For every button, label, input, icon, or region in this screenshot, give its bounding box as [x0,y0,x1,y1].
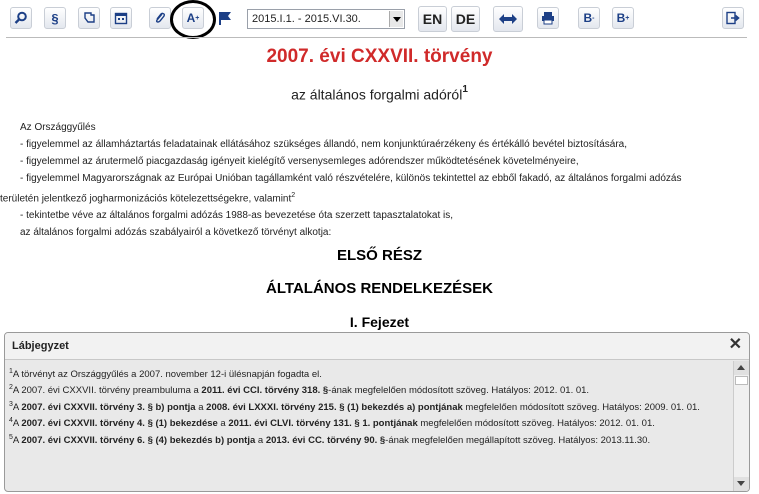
footnote-law-link[interactable]: 2007. évi CXXVII. törvény 4. § (1) bekezdése [21,418,218,430]
footnote-item [9,365,729,381]
footnote-law-link[interactable]: 2007. évi CXXVII. törvény 6. § (4) bekezdés b) pontja [21,434,256,446]
footnote-text: megfelelően módosított szöveg. Hatályos: 2009. 01. 01. [462,402,700,414]
scroll-thumb[interactable] [735,376,748,385]
footnote-law-link[interactable]: 2007. évi CXXVII. törvény 3. § b) pontja [21,402,196,414]
chevron-down-icon[interactable] [389,11,403,27]
footnote-number: 1 [9,368,13,375]
part-title: ÁLTALÁNOS RENDELKEZÉSEK [266,280,493,297]
scroll-up-icon[interactable] [734,361,749,375]
footnote-panel-title: Lábjegyzet [12,340,69,352]
preamble-line: az általános forgalmi adózás szabályairól a következő törvényt alkotja: [20,227,332,239]
exit-icon[interactable] [722,7,744,29]
footnote-panel-header [5,333,749,360]
flag-icon[interactable] [214,7,236,29]
bold-decrease-icon[interactable]: B - [578,7,600,29]
footnote-text: a [195,402,207,414]
preamble-line: - figyelemmel az államháztartás feladatainak ellátásához szükséges állandó, nem konjunktúraérzékeny és értékálló bevétel biztosítására, [20,139,627,150]
highlight-circle [170,0,216,39]
swap-arrows-icon[interactable] [493,6,523,32]
footnote-number: 4 [9,417,13,425]
footnote-panel [4,332,750,492]
footnote-item [9,431,729,447]
law-title: 2007. évi CXXVII. törvény [266,46,493,67]
lang-de-button[interactable]: DE [451,6,480,32]
hand-pointer-icon[interactable] [78,7,100,29]
preamble [0,119,748,241]
footnote-text: A törvényt az Országgyűlés a 2007. november 12-i ülésnapján fogadta el. [12,369,322,381]
footnote-item [9,381,729,397]
law-subtitle: az általános forgalmi adóról$^1$ [291,84,468,103]
footnote-law-link[interactable]: 2011. évi CCI. törvény 318. § [201,385,329,397]
footnote-law-link[interactable]: 2008. évi LXXXI. törvény 215. § (1) bekezdés a) pontjának [206,402,463,414]
footnote-text: a [217,418,229,430]
footnote-text: a [255,434,266,446]
footnote-text: A [12,402,22,414]
footnote-law-link[interactable]: 2011. évi CLVI. törvény 131. § 1. pontjának [228,418,418,430]
date-range-select[interactable] [247,9,405,29]
footnote-number: 5 [9,433,13,441]
footnote-text: -ának megfelelően megállapított szöveg. Hatályos: 2013.11.30. [385,434,651,446]
toolbar-divider [6,37,747,38]
chapter-heading: I. Fejezet [349,314,410,330]
preamble-line: területén jelentkező jogharmonizációs kötelezettségekre, valamint$^2$ [0,192,296,205]
paperclip-icon[interactable] [149,7,171,29]
print-icon[interactable] [537,7,559,29]
toolbar [0,0,759,37]
footnote-law-link[interactable]: 2013. évi CC. törvény 90. § [265,434,386,446]
footnote-text: A [12,418,22,430]
footnote-text: A [12,434,22,446]
footnote-text: megfelelően módosított szöveg. Hatályos: 2012. 01. 01. [417,418,655,430]
close-icon[interactable]: ✕ [728,336,742,353]
preamble-line: Az Országgyűlés [20,122,96,133]
paragraph-icon[interactable]: § [44,7,66,29]
font-increase-icon[interactable]: A + [182,7,204,29]
footnote-scrollbar[interactable] [733,361,749,491]
scroll-down-icon[interactable] [734,477,749,491]
footnote-text: A 2007. évi CXXVII. törvény preambuluma a [12,385,202,397]
lang-en-button[interactable]: EN [418,6,447,32]
footnote-item [9,398,729,414]
footnote-ref-2[interactable]: 2 [291,192,296,199]
footnote-number: 3 [9,400,13,408]
footnote-text: -ának megfelelően módosított szöveg. Hatályos: 2012. 01. 01. [328,385,590,397]
bold-increase-icon[interactable]: B + [612,7,634,29]
part-heading: ELSŐ RÉSZ [336,247,422,264]
preamble-line: - figyelemmel Magyarországnak az Európai Unióban tagállamként való részvételére, különös tekintettel az ebből fakadó, az általános forgalmi adózás [20,173,682,184]
footnote-ref-1[interactable]: 1 [462,84,468,95]
footnote-number: 2 [9,384,13,392]
calendar-icon[interactable] [110,7,132,29]
preamble-line: - tekintetbe véve az általános forgalmi adózás 1988-as bevezetése óta szerzett tapasztalatokat is, [20,210,454,222]
preamble-line: - figyelemmel az árutermelő piacgazdaság igényeit kielégítő versenysemleges adórendszer működtetésének követelményeire, [20,156,579,167]
footnote-list [5,361,733,491]
date-range-value: 2015.I.1. - 2015.VI.30. [252,13,361,25]
footnote-item [9,414,729,430]
search-icon[interactable] [10,7,32,29]
